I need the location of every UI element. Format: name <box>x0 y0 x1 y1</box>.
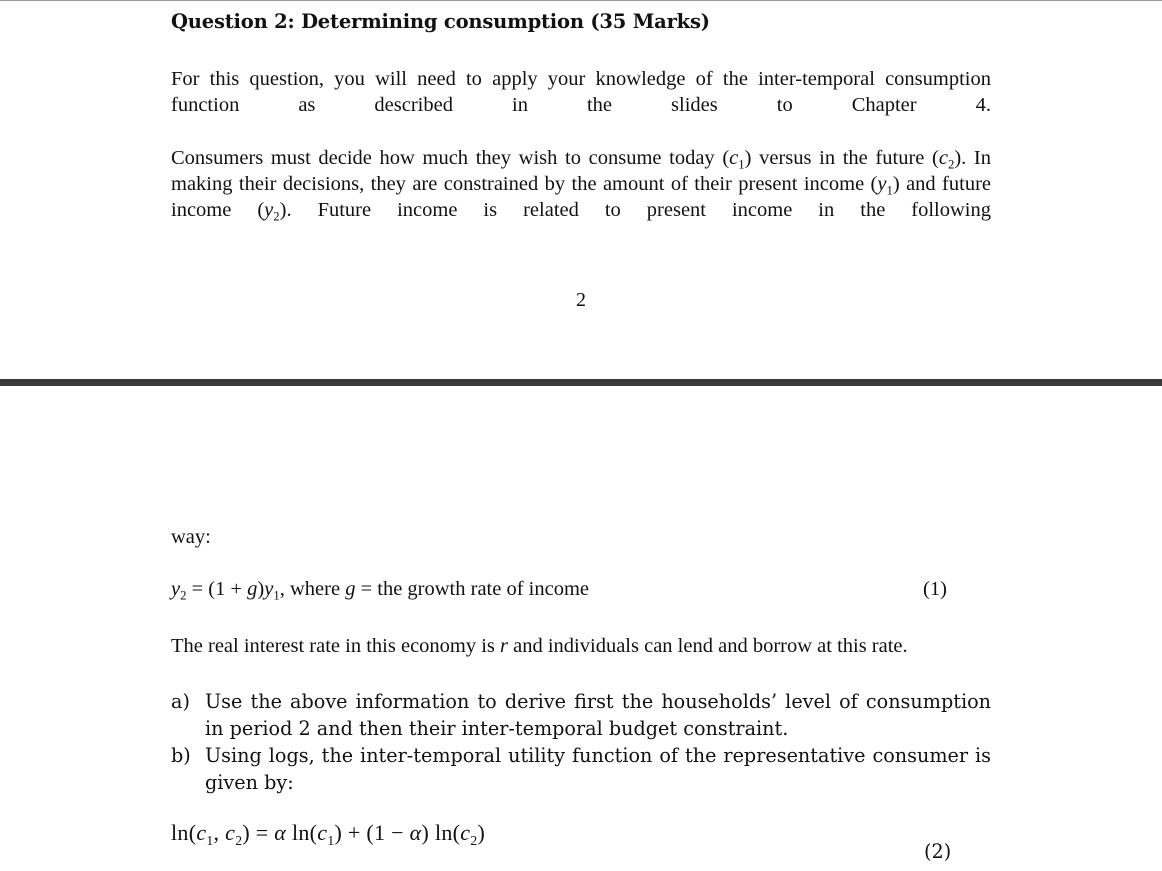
list-marker: b) <box>171 744 191 767</box>
equation-1: $y_2 = (1 + g)y_1$, where g = the growth rate of income (1) <box>171 578 947 603</box>
way-continuation: way: <box>171 526 211 548</box>
list-marker: a) <box>171 690 190 713</box>
consumers-paragraph: Consumers must decide how much they wish to consume today $(c_1)$ versus in the future $(c_2)$. In making their decisions, they are constrained by the amount of their present income $(y_1)$ and future income $(y_2)$. Future income is related to present income in the following <box>171 147 992 224</box>
list-item <box>171 742 991 796</box>
top-rule <box>0 0 1162 1</box>
list-item <box>171 688 991 742</box>
page-number: 2 <box>576 289 586 311</box>
question-b-text: Using logs, the inter-temporal utility function of the representative consumer is given by: <box>205 744 991 794</box>
equation-2: $\ln(c_1$, $c_2) = \alpha$ $\ln(c_1) + (1 - \alpha)$ $\ln(c_2)$ <box>171 820 486 848</box>
question-heading: Question 2: Determining consumption (35 Marks) <box>171 10 710 33</box>
intro-paragraph: For this question, you will need to apply your knowledge of the inter-temporal consumption function as described in the slides to Chapter 4. <box>171 68 991 116</box>
question-list <box>171 688 991 796</box>
page-break-divider <box>0 379 1162 386</box>
equation-1-number: (1) <box>923 578 947 600</box>
equation-2-number: (2) <box>924 840 952 863</box>
question-a-text: Use the above information to derive first the households’ level of consumption in period 2 and then their inter-temporal budget constraint. <box>205 690 991 740</box>
interest-paragraph: The real interest rate in this economy is r and individuals can lend and borrow at this rate. <box>171 635 908 657</box>
